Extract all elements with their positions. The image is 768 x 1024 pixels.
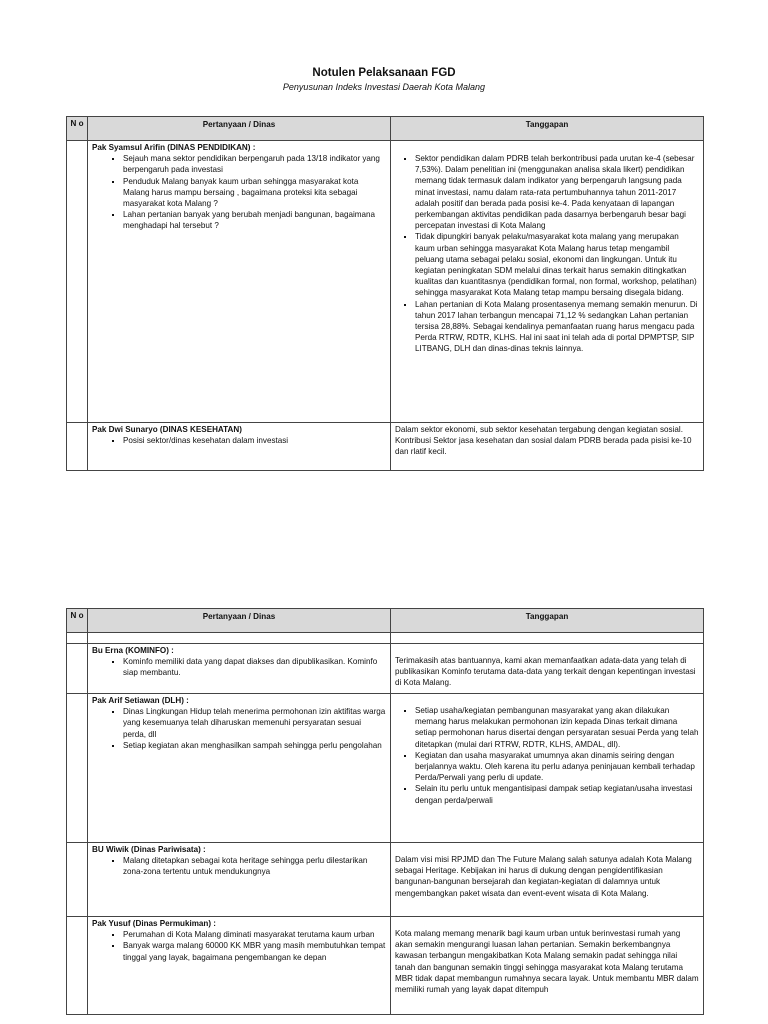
header-response: Tanggapan — [391, 117, 704, 141]
table-row — [67, 917, 704, 1015]
list-item: ▪ Malang ditetapkan sebagai kota heritage sehingga perlu dilestarikan zona-zona tertentu untuk mendukungnya — [123, 855, 386, 877]
response-text: Dalam sektor ekonomi, sub sektor kesehatan tergabung dengan kegiatan sosial. Kontribusi Sektor jasa kesehatan dan sosial dalam PDRB berada pada pisisi ke-10 dan rlatif kecil. — [395, 425, 692, 457]
question-list — [92, 435, 386, 446]
response-list — [395, 153, 699, 355]
row-number-cell — [67, 917, 88, 1015]
response-cell — [391, 141, 704, 423]
speaker-name: Pak Yusuf (Dinas Permukiman) : — [92, 919, 216, 928]
response-list — [395, 705, 699, 806]
speaker-name: Pak Syamsul Arifin (DINAS PENDIDIKAN) : — [92, 143, 256, 152]
table-row — [67, 423, 704, 471]
response-cell — [391, 694, 704, 843]
empty-cell — [67, 633, 88, 644]
list-item: ▪ Setiap usaha/kegiatan pembangunan masyarakat yang akan dilakukan memang harus melakukan permohonan izin kepada Dinas terkait dimana setiap permohonan harus disertai dengan persyaratan sesuai Perda yang telah ditetapkan (mulai dari RTRW, RDTR, KLHS, AMDAL, dll). — [415, 705, 699, 750]
header-no: N o — [67, 117, 88, 141]
question-list — [92, 855, 386, 877]
question-cell — [88, 843, 391, 917]
list-item: ▪ Sektor pendidikan dalam PDRB telah berkontribusi pada urutan ke-4 (sebesar 7,53%). Dalam penelitian ini (menggunakan analisa skala likert) pendidikan memang tidak termasuk dalam indikator yang berpengaruh langsung pada minat investasi, namu dalam rata-rata pertumbuhannya tahun 2011-2017 adalah positif dan berada pada posisi ke-4. Pada kenyataan di lapangan perkembangan aktivitas pendidikan pada dasarnya berbengaruh besar bagi percepatan investasi di Kota Malang — [415, 153, 699, 231]
table-row — [67, 694, 704, 843]
list-item: ▪ Selain itu perlu untuk mengantisipasi dampak setiap kegiatan/usaha investasi dengan perda/perwali — [415, 783, 699, 805]
speaker-name: BU Wiwik (Dinas Pariwisata) : — [92, 845, 206, 854]
list-item: ▪ Kegiatan dan usaha masyarakat umumnya akan dinamis seiring dengan berjalannya waktu. Oleh karena itu perlu adanya peninjauan kembali terhadap Perda/Perwali yang perlu di update. — [415, 750, 699, 784]
list-item: ▪ Lahan pertanian banyak yang berubah menjadi bangunan, bagaimana menghadapi hal tersebut ? — [123, 209, 386, 231]
row-number-cell — [67, 843, 88, 917]
response-cell — [391, 644, 704, 694]
speaker-name: Bu Erna (KOMINFO) : — [92, 646, 174, 655]
list-item: ▪ Posisi sektor/dinas kesehatan dalam investasi — [123, 435, 386, 446]
table-header-row — [67, 117, 704, 141]
list-item: ▪ Tidak dipungkiri banyak pelaku/masyarakat kota malang yang merupakan kaum urban sehingga masyarakat Kota Malang harus tetap mengambil peluang utama sebagai pelaku sosial, ekonomi dan lingkungan. Untuk itu kegiatan peningkatan SDM melalui dinas terkait harus semakin ditingkatkan kualitas dan kuantitasnya (pendidikan formal, non formal, workshop, pelatihan) sehingga masyarakat Kota Malang tetap mampu bersaing disegala bidang. — [415, 231, 699, 298]
header-question: Pertanyaan / Dinas — [88, 117, 391, 141]
list-item: ▪ Banyak warga malang 60000 KK MBR yang masih membutuhkan tempat tinggal yang layak, bagaimana pengembangan ke depan — [123, 940, 386, 962]
row-number-cell — [67, 423, 88, 471]
list-item: ▪ Kominfo memiliki data yang dapat diakses dan dipublikasikan. Kominfo siap membantu. — [123, 656, 386, 678]
speaker-name: Pak Arif Setiawan (DLH) : — [92, 696, 189, 705]
question-list — [92, 706, 386, 751]
header-no: N o — [67, 609, 88, 633]
table-header-row — [67, 609, 704, 633]
response-cell — [391, 917, 704, 1015]
response-cell — [391, 843, 704, 917]
empty-cell — [88, 633, 391, 644]
question-cell — [88, 141, 391, 423]
header-response: Tanggapan — [391, 609, 704, 633]
table-row-empty — [67, 633, 704, 644]
response-text: Kota malang memang menarik bagi kaum urban untuk berinvestasi rumah yang akan semakin mengurangi luasan lahan pertanian. Semakin berkembangnya kawasan terbangun mengakibatkan Kota Malang semakin padat sehingga nilai tanah dan bangunan semakin tinggi sehingga masyarakat kota Malang terutama MBR tidak dapat membangun rumahnya secara layak. Untuk membantu MBR dalam memiliki rumah yang layak dapat ditempuh — [395, 929, 699, 995]
list-item: ▪ Sejauh mana sektor pendidikan berpengaruh pada 13/18 indikator yang berpengaruh pada investasi — [123, 153, 386, 175]
question-cell — [88, 917, 391, 1015]
document-title: Notulen Pelaksanaan FGD — [312, 67, 456, 79]
speaker-name: Pak Dwi Sunaryo (DINAS KESEHATAN) — [92, 425, 242, 434]
list-item: ▪ Perumahan di Kota Malang diminati masyarakat terutama kaum urban — [123, 929, 386, 940]
question-cell — [88, 644, 391, 694]
list-item: ▪ Dinas Lingkungan Hidup telah menerima permohonan izin aktifitas warga yang kesemuanya telah diharuskan memenuhi persyaratan sesuai perda, dll — [123, 706, 386, 740]
question-cell — [88, 423, 391, 471]
list-item: ▪ Setiap kegiatan akan menghasilkan sampah sehingga perlu pengolahan — [123, 740, 386, 751]
row-number-cell — [67, 644, 88, 694]
table-row — [67, 141, 704, 423]
row-number-cell — [67, 694, 88, 843]
question-list — [92, 153, 386, 231]
header-question: Pertanyaan / Dinas — [88, 609, 391, 633]
response-text: Terimakasih atas bantuannya, kami akan memanfaatkan adata-data yang telah di publikasikan Kominfo terutama data-data yang terkait dengan kepentingan investasi di Kota Malang. — [395, 656, 696, 688]
row-number-cell — [67, 141, 88, 423]
table-row — [67, 843, 704, 917]
table-row — [67, 644, 704, 694]
question-list — [92, 656, 386, 678]
list-item: ▪ Penduduk Malang banyak kaum urban sehingga masyarakat kota Malang harus mampu bersaing , bagaimana proteksi kita sebagai masyarakat kota Malang ? — [123, 176, 386, 210]
document-subtitle: Penyusunan Indeks Investasi Daerah Kota Malang — [282, 82, 486, 92]
list-item: ▪ Lahan pertanian di Kota Malang prosentasenya memang semakin menurun. Di tahun 2017 lahan terbangun mencapai 71,12 % sedangkan Lahan pertanian tersisa 28,88%. Sebagai kendalinya pemanfaatan ruang harus mengacu pada Perda RTRW, RDTR, KLHS. Hal ini saat ini telah ada di portal DPMPTSP, SIP LITBANG, DLH dan dinas-dinas teknis lainnya. — [415, 299, 699, 355]
response-cell — [391, 423, 704, 471]
notulen-table-2 — [66, 608, 704, 1015]
response-text: Dalam visi misi RPJMD dan The Future Malang salah satunya adalah Kota Malang sebagai Heritage. Kebijakan ini harus di dukung dengan pengidentifikasian bangunan-bangunan bersejarah dan kegiatan-kegiatan di dalamnya untuk mengembangkan paket wisata dan event-event wisata di Kota Malang. — [395, 855, 692, 898]
question-list — [92, 929, 386, 963]
question-cell — [88, 694, 391, 843]
notulen-table-1 — [66, 116, 704, 471]
empty-cell — [391, 633, 704, 644]
